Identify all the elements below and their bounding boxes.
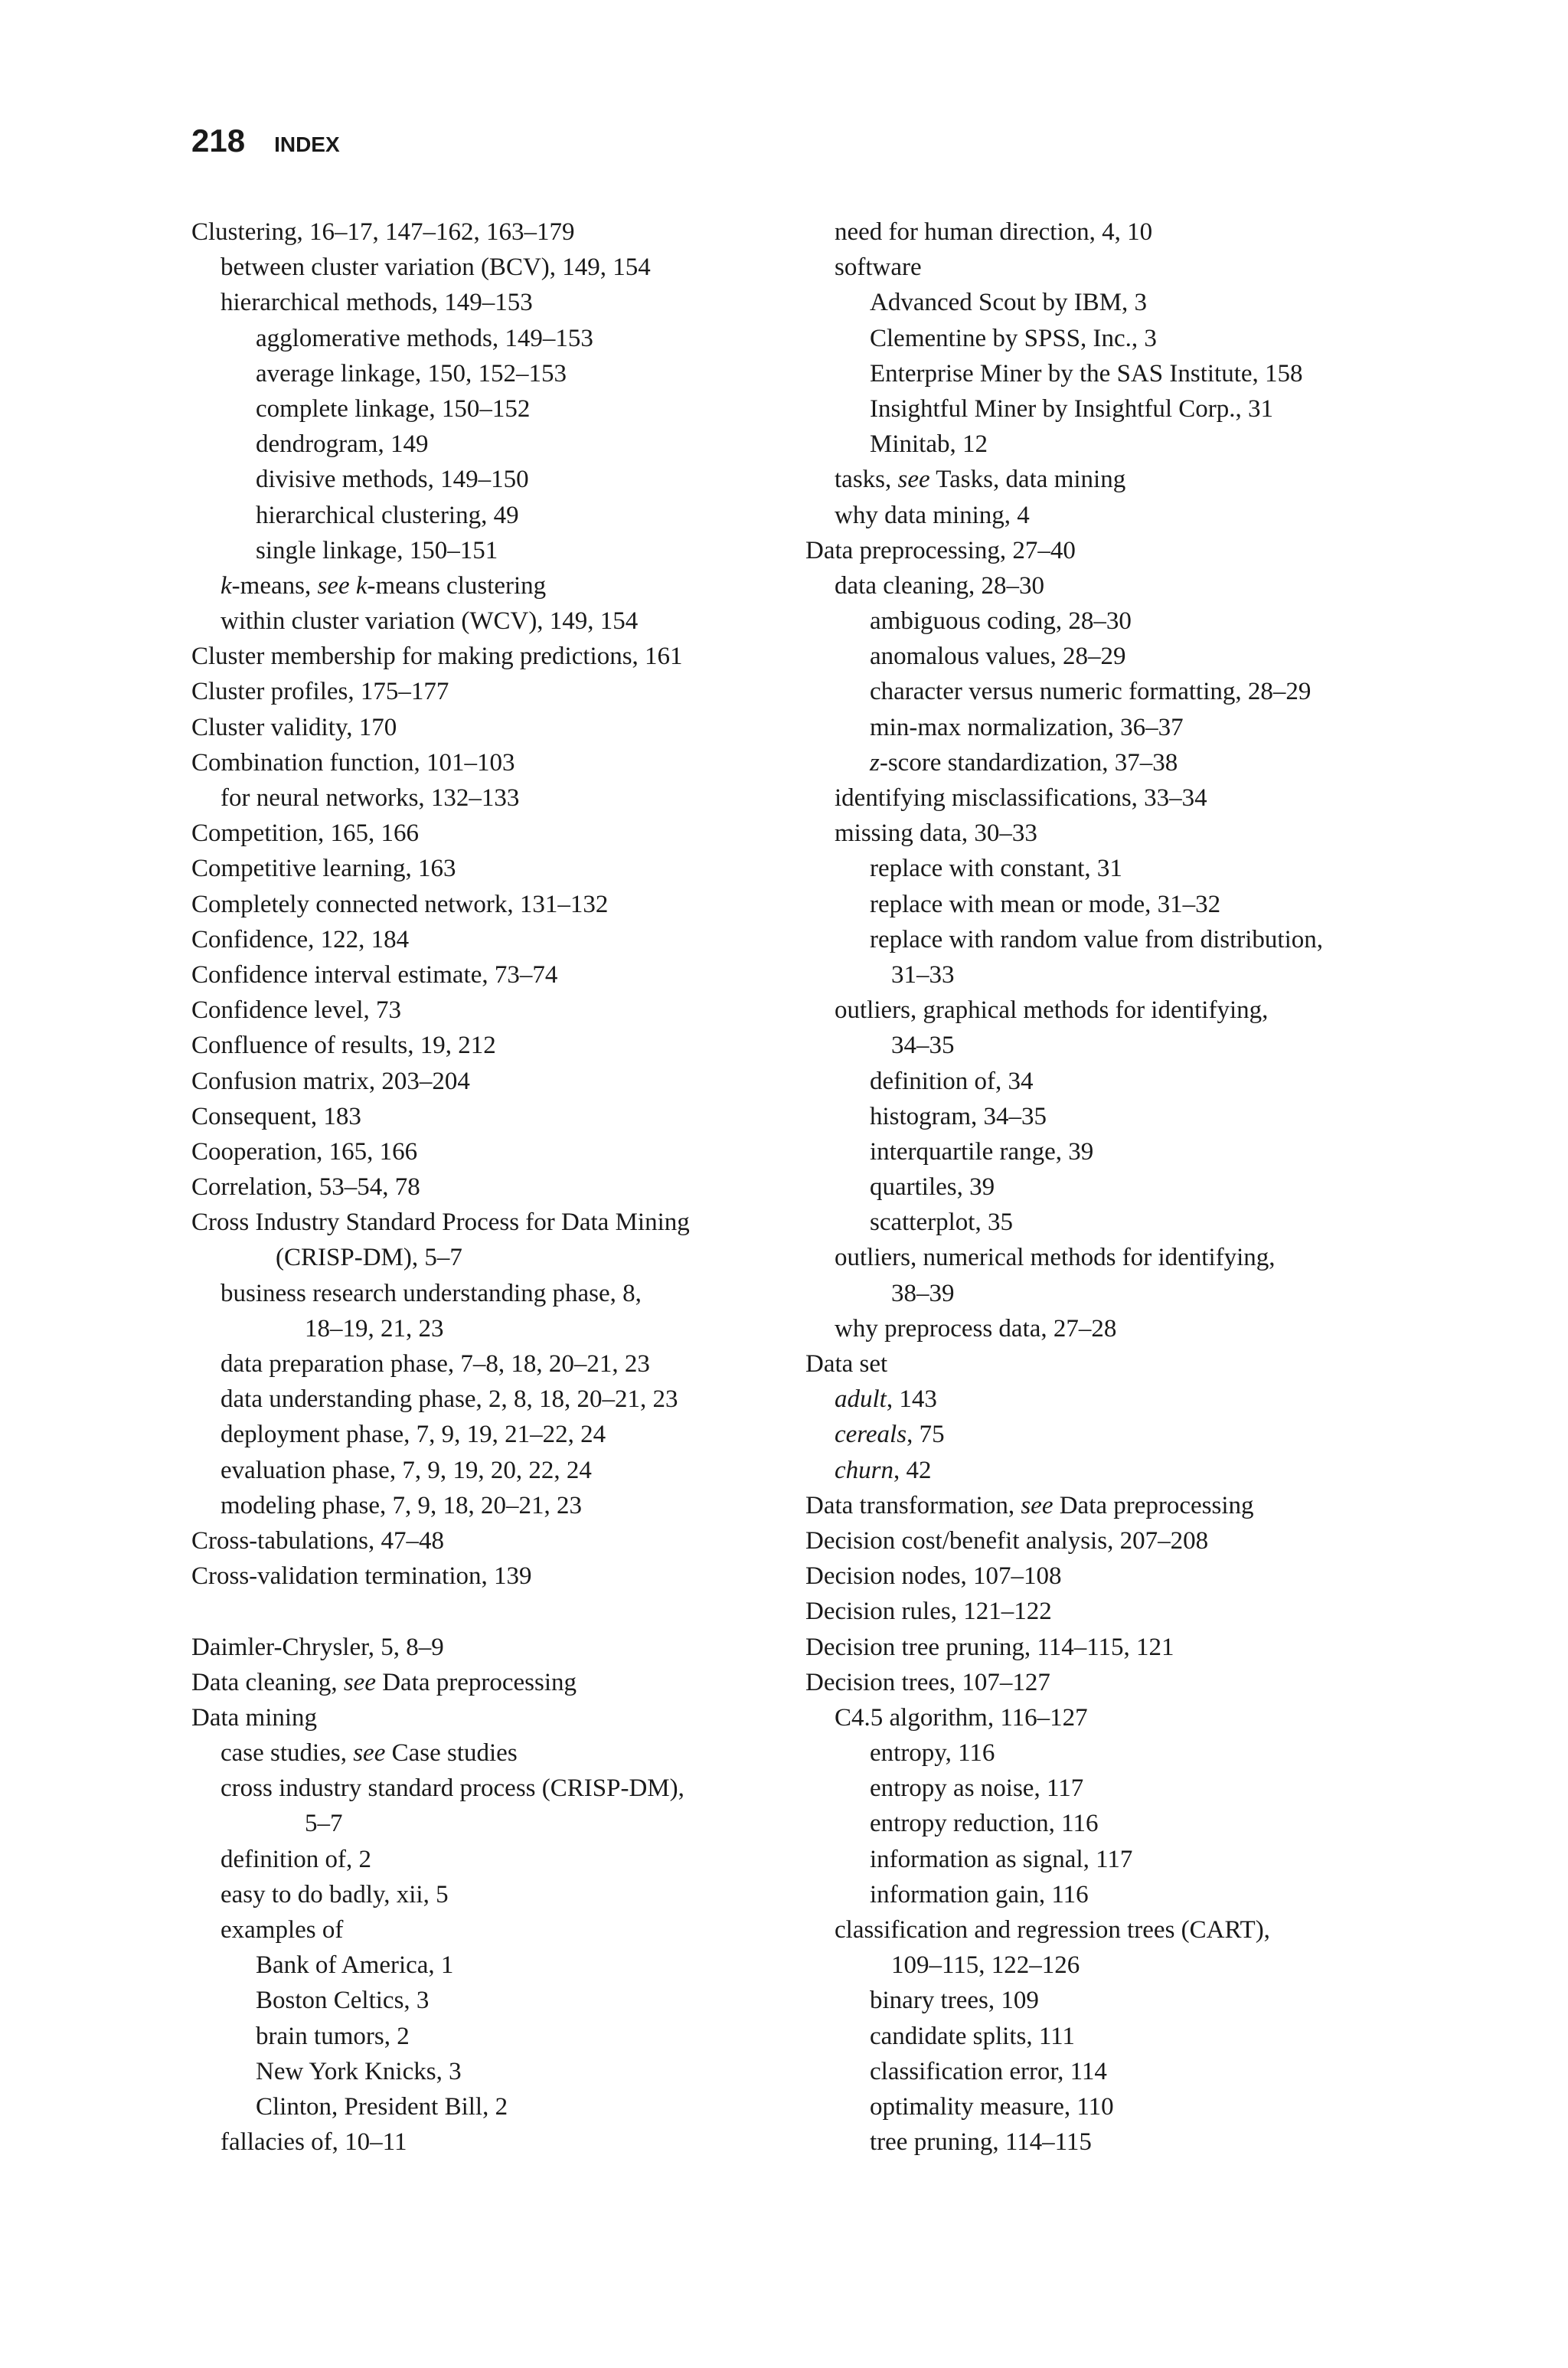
section-title: INDEX — [274, 132, 340, 156]
index-entry-text: Data transformation, — [805, 1491, 1021, 1519]
index-entry-text: scatterplot, 35 — [870, 1209, 1013, 1237]
index-entry-text: evaluation phase, 7, 9, 19, 20, 22, 24 — [220, 1456, 592, 1484]
index-entry-text: entropy as noise, 117 — [870, 1774, 1084, 1803]
index-entry — [191, 1453, 789, 1488]
index-entry-text: New York Knicks, 3 — [256, 2057, 462, 2085]
index-entry — [191, 1488, 789, 1523]
index-entry-text: min-max normalization, 36–37 — [870, 713, 1184, 741]
index-entry-text: Data mining — [191, 1703, 318, 1732]
index-entry-text: 5–7 — [305, 1810, 343, 1838]
index-entry — [191, 780, 789, 816]
index-entry-text: within cluster variation (WCV), 149, 154 — [220, 607, 639, 636]
index-entry — [191, 1983, 789, 2018]
index-entry-text: 38–39 — [891, 1279, 955, 1307]
index-spacer — [191, 1594, 789, 1629]
index-entry-text: Tasks, data mining — [929, 466, 1126, 494]
index-entry-text: Consequent, 183 — [191, 1102, 361, 1130]
index-entry — [191, 1099, 789, 1134]
index-entry-text: , 143 — [886, 1385, 937, 1414]
index-entry-text: dendrogram, 149 — [256, 430, 429, 459]
index-entry-text: character versus numeric formatting, 28–29 — [870, 678, 1312, 706]
index-entry-text: see — [897, 466, 930, 494]
index-entry — [805, 1134, 1403, 1169]
index-entry — [805, 2089, 1403, 2124]
index-entry-text: see — [353, 1739, 386, 1768]
index-entry — [191, 1134, 789, 1169]
index-entry-text: Daimler-Chrysler, 5, 8–9 — [191, 1633, 444, 1661]
index-entry-text: -score standardization, 37–38 — [879, 748, 1178, 777]
index-entry — [191, 533, 789, 568]
index-entry — [191, 1877, 789, 1912]
index-entry-text: complete linkage, 150–152 — [256, 394, 531, 423]
index-entry-text: divisive methods, 149–150 — [256, 466, 529, 494]
index-entry-text: examples of — [220, 1916, 344, 1944]
index-entry-text: easy to do badly, xii, 5 — [220, 1880, 449, 1908]
index-entry-text: Completely connected network, 131–132 — [191, 890, 609, 918]
index-entry — [805, 710, 1403, 745]
index-entry — [191, 462, 789, 497]
index-entry — [805, 1311, 1403, 1346]
index-entry-text: ambiguous coding, 28–30 — [870, 607, 1132, 636]
index-entry — [191, 1346, 789, 1382]
index-entry — [191, 1382, 789, 1417]
index-entry — [191, 2054, 789, 2089]
index-entry — [191, 321, 789, 356]
index-entry-text: , 42 — [893, 1456, 932, 1484]
index-entry-text: see — [317, 571, 350, 600]
index-entry-text: Minitab, 12 — [870, 430, 988, 459]
index-entry-text: Combination function, 101–103 — [191, 748, 515, 777]
index-entry — [805, 2054, 1403, 2089]
index-entry — [191, 1240, 789, 1275]
index-entry — [191, 922, 789, 957]
index-entry — [191, 816, 789, 851]
index-entry-text: Decision cost/benefit analysis, 207–208 — [805, 1526, 1209, 1555]
index-entry — [191, 2089, 789, 2124]
index-entry-text: data preparation phase, 7–8, 18, 20–21, 23 — [220, 1350, 650, 1378]
index-entry — [805, 1276, 1403, 1311]
index-entry-text: outliers, graphical methods for identifying, — [835, 996, 1269, 1025]
index-entry-text: Confidence interval estimate, 73–74 — [191, 960, 558, 989]
index-entry-text: Cluster membership for making predictions, 161 — [191, 643, 683, 671]
index-entry-text: Decision tree pruning, 114–115, 121 — [805, 1633, 1174, 1661]
index-entry — [191, 887, 789, 922]
index-entry — [191, 1064, 789, 1099]
index-entry-text: Cross-tabulations, 47–48 — [191, 1526, 444, 1555]
index-entry — [805, 887, 1403, 922]
index-entry — [191, 427, 789, 462]
index-entry — [805, 1558, 1403, 1594]
index-entry-text: Cooperation, 165, 166 — [191, 1137, 418, 1166]
index-entry — [805, 1064, 1403, 1099]
index-entry-text: Correlation, 53–54, 78 — [191, 1173, 420, 1202]
index-column-left — [191, 214, 789, 2160]
index-entry-text: interquartile range, 39 — [870, 1137, 1094, 1166]
index-entry-text: fallacies of, 10–11 — [220, 2128, 407, 2157]
index-entry — [805, 285, 1403, 320]
index-entry — [191, 1523, 789, 1558]
index-entry — [191, 1771, 789, 1806]
index-entry-text: Data preprocessing — [375, 1668, 577, 1696]
index-entry — [191, 1842, 789, 1877]
index-entry — [805, 1665, 1403, 1700]
index-entry-text: hierarchical clustering, 49 — [256, 501, 519, 529]
running-head — [191, 123, 340, 168]
index-entry-text: Decision rules, 121–122 — [805, 1598, 1052, 1626]
index-entry-text: Cluster validity, 170 — [191, 713, 397, 741]
index-entry-text: Competition, 165, 166 — [191, 819, 419, 848]
index-entry-text: optimality measure, 110 — [870, 2092, 1114, 2121]
index-entry — [805, 1099, 1403, 1134]
index-entry — [805, 214, 1403, 250]
index-entry-text: Clustering, 16–17, 147–162, 163–179 — [191, 218, 575, 246]
index-entry — [191, 603, 789, 639]
index-entry — [191, 1276, 789, 1311]
index-entry — [805, 780, 1403, 816]
index-entry-text: Enterprise Miner by the SAS Institute, 158 — [870, 359, 1303, 388]
index-entry — [191, 851, 789, 886]
index-entry-text: Case studies — [385, 1739, 518, 1768]
index-entry — [191, 1417, 789, 1452]
index-entry-text: business research understanding phase, 8, — [220, 1279, 642, 1307]
index-entry-text: outliers, numerical methods for identifying, — [835, 1244, 1276, 1272]
index-entry — [191, 639, 789, 674]
index-entry — [191, 1948, 789, 1983]
index-entry — [805, 427, 1403, 462]
index-entry-text: definition of, 2 — [220, 1845, 372, 1873]
index-entry — [191, 1558, 789, 1594]
index-entry-text: information as signal, 117 — [870, 1845, 1133, 1873]
index-entry-text: need for human direction, 4, 10 — [835, 218, 1153, 246]
index-entry-text: see — [343, 1668, 376, 1696]
index-entry-text: Cross Industry Standard Process for Data Mining — [191, 1209, 690, 1237]
index-entry-text: k — [220, 571, 232, 600]
index-entry — [191, 1700, 789, 1735]
index-entry — [805, 993, 1403, 1028]
index-entry — [191, 957, 789, 993]
index-entry — [191, 993, 789, 1028]
index-entry-text: z — [870, 748, 880, 777]
index-entry — [805, 1453, 1403, 1488]
index-entry — [805, 1842, 1403, 1877]
index-entry-text: single linkage, 150–151 — [256, 536, 498, 564]
index-entry-text: Competitive learning, 163 — [191, 855, 456, 883]
index-entry — [805, 1735, 1403, 1771]
index-entry-text: modeling phase, 7, 9, 18, 20–21, 23 — [220, 1491, 583, 1519]
index-entry-text: data cleaning, 28–30 — [835, 571, 1044, 600]
index-entry-text: Data preprocessing — [1053, 1491, 1254, 1519]
index-entry-text: binary trees, 109 — [870, 1987, 1039, 2015]
index-entry-text: cross industry standard process (CRISP-DM), — [220, 1774, 684, 1803]
index-entry — [805, 1806, 1403, 1841]
index-entry-text: Data set — [805, 1350, 888, 1378]
index-entry — [805, 1382, 1403, 1417]
index-column-right — [805, 214, 1403, 2160]
index-entry — [805, 1594, 1403, 1629]
index-entry — [191, 498, 789, 533]
index-entry-text: information gain, 116 — [870, 1880, 1089, 1908]
index-entry — [805, 1169, 1403, 1205]
index-entry-text: Bank of America, 1 — [256, 1951, 454, 1980]
index-entry — [805, 250, 1403, 285]
index-entry — [805, 1417, 1403, 1452]
index-entry — [191, 710, 789, 745]
index-entry-text: classification and regression trees (CART), — [835, 1916, 1270, 1944]
index-entry-text: deployment phase, 7, 9, 19, 21–22, 24 — [220, 1421, 606, 1449]
index-entry-text: (CRISP-DM), 5–7 — [276, 1244, 462, 1272]
index-entry-text: 109–115, 122–126 — [891, 1951, 1080, 1980]
index-entry — [805, 1983, 1403, 2018]
index-entry — [805, 2019, 1403, 2054]
index-entry-text: Confidence, 122, 184 — [191, 925, 410, 953]
index-entry-text: between cluster variation (BCV), 149, 154 — [220, 253, 651, 282]
index-entry-text: Cross-validation termination, 139 — [191, 1562, 532, 1591]
index-entry — [805, 1240, 1403, 1275]
index-entry — [191, 1311, 789, 1346]
index-entry-text: Data preprocessing, 27–40 — [805, 536, 1076, 564]
index-entry-text: Decision trees, 107–127 — [805, 1668, 1050, 1696]
index-entry — [805, 1205, 1403, 1240]
index-entry — [805, 1771, 1403, 1806]
index-entry — [805, 568, 1403, 603]
index-entry — [191, 2124, 789, 2160]
index-entry — [191, 1028, 789, 1063]
index-entry-text: missing data, 30–33 — [835, 819, 1037, 848]
index-entry-text: classification error, 114 — [870, 2057, 1107, 2085]
index-entry-text: Boston Celtics, 3 — [256, 1987, 430, 2015]
index-entry-text: anomalous values, 28–29 — [870, 643, 1126, 671]
index-entry — [805, 1630, 1403, 1665]
index-entry — [805, 674, 1403, 709]
index-entry — [191, 285, 789, 320]
index-entry-text: adult — [835, 1385, 887, 1414]
index-entry — [805, 922, 1403, 957]
page-number: 218 — [191, 123, 246, 159]
index-entry-text: histogram, 34–35 — [870, 1102, 1047, 1130]
index-entry-text: Data cleaning, — [191, 1668, 344, 1696]
index-entry — [191, 674, 789, 709]
index-entry-text: Advanced Scout by IBM, 3 — [870, 289, 1148, 317]
index-entry-text: 31–33 — [891, 960, 955, 989]
index-entry-text: for neural networks, 132–133 — [220, 784, 520, 812]
index-entry — [805, 1912, 1403, 1948]
index-entry-text: identifying misclassifications, 33–34 — [835, 784, 1207, 812]
index-entry — [805, 851, 1403, 886]
index-entry — [191, 1169, 789, 1205]
index-entry-text: Clementine by SPSS, Inc., 3 — [870, 324, 1157, 352]
index-entry-text: k — [355, 571, 368, 600]
index-entry — [805, 498, 1403, 533]
index-entry-text: why preprocess data, 27–28 — [835, 1314, 1117, 1343]
index-entry — [805, 745, 1403, 780]
index-entry-text: replace with random value from distribution, — [870, 925, 1324, 953]
index-entry — [191, 356, 789, 391]
index-entry-text: -means, — [231, 571, 318, 600]
index-entry — [191, 1806, 789, 1841]
index-entry — [191, 568, 789, 603]
index-entry-text: see — [1021, 1491, 1054, 1519]
index-entry — [805, 1028, 1403, 1063]
index-entry — [191, 1205, 789, 1240]
index-entry — [191, 2019, 789, 2054]
index-entry — [805, 1700, 1403, 1735]
index-entry-text: 34–35 — [891, 1032, 955, 1060]
index-entry — [805, 1877, 1403, 1912]
index-entry-text: , 75 — [906, 1421, 945, 1449]
index-entry-text: entropy, 116 — [870, 1739, 995, 1768]
index-entry — [805, 321, 1403, 356]
index-entry — [805, 1346, 1403, 1382]
index-entry-text: Insightful Miner by Insightful Corp., 31 — [870, 394, 1274, 423]
index-entry-text: churn — [835, 1456, 893, 1484]
index-entry-text: hierarchical methods, 149–153 — [220, 289, 533, 317]
index-entry — [805, 1948, 1403, 1983]
index-entry-text: definition of, 34 — [870, 1067, 1034, 1095]
index-entry — [805, 603, 1403, 639]
index-entry-text: software — [835, 253, 922, 282]
index-entry — [191, 1630, 789, 1665]
index-entry — [805, 462, 1403, 497]
index-entry — [191, 250, 789, 285]
index-entry-text: -means clustering — [367, 571, 547, 600]
index-entry — [805, 639, 1403, 674]
index-entry — [805, 533, 1403, 568]
index-entry-text: quartiles, 39 — [870, 1173, 995, 1202]
index-entry-text: average linkage, 150, 152–153 — [256, 359, 567, 388]
index-entry-text: Clinton, President Bill, 2 — [256, 2092, 508, 2121]
index-entry — [805, 1523, 1403, 1558]
index-entry-text: C4.5 algorithm, 116–127 — [835, 1703, 1088, 1732]
index-entry-text: entropy reduction, 116 — [870, 1810, 1099, 1838]
index-entry-text: Cluster profiles, 175–177 — [191, 678, 449, 706]
index-entry — [191, 1735, 789, 1771]
index-entry — [191, 214, 789, 250]
index-entry-text — [350, 572, 356, 600]
index-entry-text: Confidence level, 73 — [191, 996, 401, 1025]
index-entry-text: data understanding phase, 2, 8, 18, 20–21, 23 — [220, 1385, 678, 1414]
index-entry-text: Decision nodes, 107–108 — [805, 1562, 1062, 1591]
index-entry — [191, 745, 789, 780]
index-entry-text: replace with constant, 31 — [870, 855, 1122, 883]
index-entry — [805, 2124, 1403, 2160]
index-entry-text: Confluence of results, 19, 212 — [191, 1032, 496, 1060]
index-entry — [191, 1665, 789, 1700]
index-entry-text: candidate splits, 111 — [870, 2022, 1075, 2050]
index-entry-text: 18–19, 21, 23 — [305, 1314, 444, 1343]
index-entry-text: case studies, — [220, 1739, 354, 1768]
index-entry-text: replace with mean or mode, 31–32 — [870, 890, 1221, 918]
index-entry — [805, 391, 1403, 427]
index-entry-text: why data mining, 4 — [835, 501, 1030, 529]
index-entry-text: tree pruning, 114–115 — [870, 2128, 1092, 2157]
index-entry-text: brain tumors, 2 — [256, 2022, 410, 2050]
index-entry — [805, 1488, 1403, 1523]
index-entry — [191, 391, 789, 427]
index-entry-text: agglomerative methods, 149–153 — [256, 324, 593, 352]
index-entry-text: Confusion matrix, 203–204 — [191, 1067, 470, 1095]
index-entry — [805, 957, 1403, 993]
index-entry — [805, 356, 1403, 391]
index-entry — [805, 816, 1403, 851]
index-entry-text: tasks, — [835, 466, 898, 494]
index-entry-text: cereals — [835, 1421, 907, 1449]
index-entry — [191, 1912, 789, 1948]
